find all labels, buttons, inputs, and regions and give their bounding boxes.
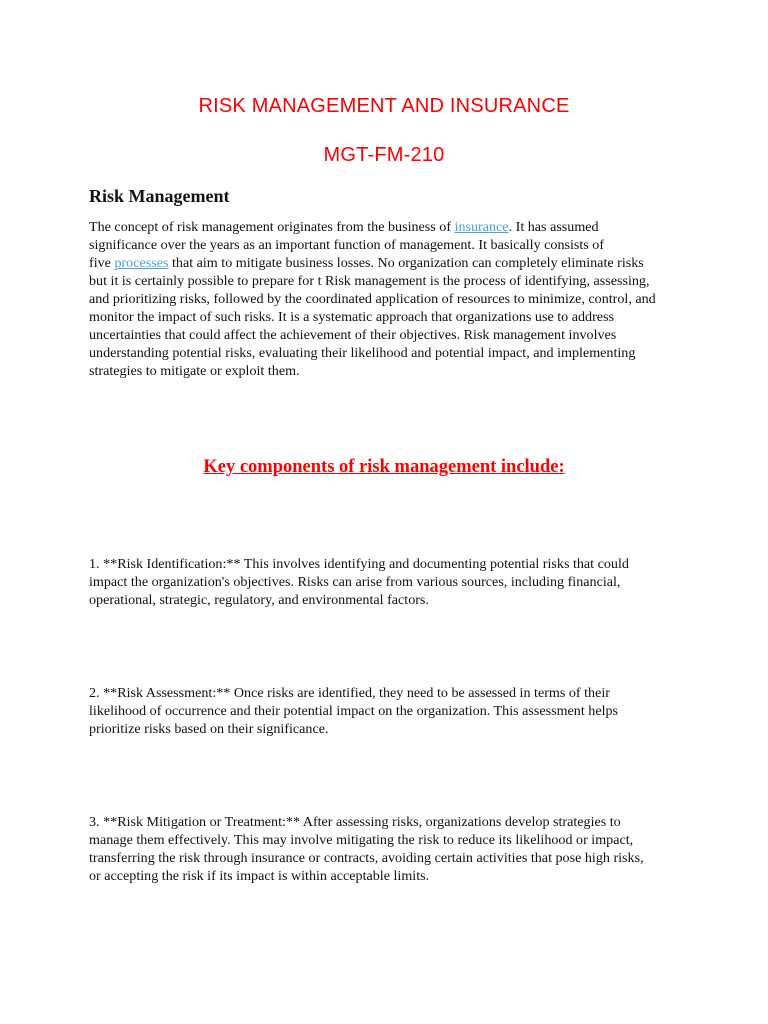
list-item-line: manage them effectively. This may involve mitigating the risk to reduce its likelihood or impact,: [89, 832, 634, 848]
intro-paragraph: [89, 218, 689, 380]
course-code: MGT-FM-210: [323, 144, 445, 166]
intro-line-8: understanding potential risks, evaluating their likelihood and potential impact, and implementing: [89, 345, 636, 361]
list-item-line: 2. **Risk Assessment:** Once risks are identified, they need to be assessed in terms of their: [89, 685, 610, 701]
processes-link[interactable]: processes: [114, 255, 169, 271]
list-item-line: or accepting the risk if its impact is within acceptable limits.: [89, 868, 430, 884]
intro-line-2: significance over the years as an important function of management. It basically consists of: [89, 237, 605, 253]
list-item-line: impact the organization's objectives. Risks can arise from various sources, including financial,: [89, 574, 621, 590]
list-item-risk-identification: [89, 555, 689, 609]
intro-line-6: monitor the impact of such risks. It is a systematic approach that organizations use to address: [89, 309, 614, 325]
list-item-line: 3. **Risk Mitigation or Treatment:** After assessing risks, organizations develop strategies to: [89, 814, 621, 830]
key-components-heading: Key components of risk management include:: [203, 457, 565, 477]
list-item-risk-mitigation: [89, 813, 689, 885]
list-item-line: prioritize risks based on their significance.: [89, 721, 329, 737]
list-item-line: transferring the risk through insurance or contracts, avoiding certain activities that pose high risks,: [89, 850, 644, 866]
section-heading-risk-management: Risk Management: [89, 186, 230, 206]
intro-line-9: strategies to mitigate or exploit them.: [89, 363, 300, 379]
intro-line-1: [89, 218, 689, 236]
intro-text: The concept of risk management originates from the business of: [89, 219, 455, 235]
list-item-risk-assessment: [89, 684, 689, 738]
intro-line-4: but it is certainly possible to prepare for t Risk management is the process of identifying, assessing,: [89, 273, 650, 289]
intro-line-3: [89, 254, 689, 272]
intro-line-5: and prioritizing risks, followed by the coordinated application of resources to minimize, control, and: [89, 291, 656, 307]
list-item-line: likelihood of occurrence and their potential impact on the organization. This assessment helps: [89, 703, 619, 719]
list-item-line: operational, strategic, regulatory, and environmental factors.: [89, 592, 429, 608]
list-item-line: 1. **Risk Identification:** This involves identifying and documenting potential risks that could: [89, 556, 629, 572]
document-title: RISK MANAGEMENT AND INSURANCE: [198, 95, 570, 117]
intro-line-7: uncertainties that could affect the achievement of their objectives. Risk management involves: [89, 327, 617, 343]
insurance-link[interactable]: insurance: [454, 219, 509, 235]
intro-text: . It has assumed: [508, 219, 599, 235]
intro-text: that aim to mitigate business losses. No organization can completely eliminate risks: [168, 255, 644, 271]
intro-text: five: [89, 255, 115, 271]
